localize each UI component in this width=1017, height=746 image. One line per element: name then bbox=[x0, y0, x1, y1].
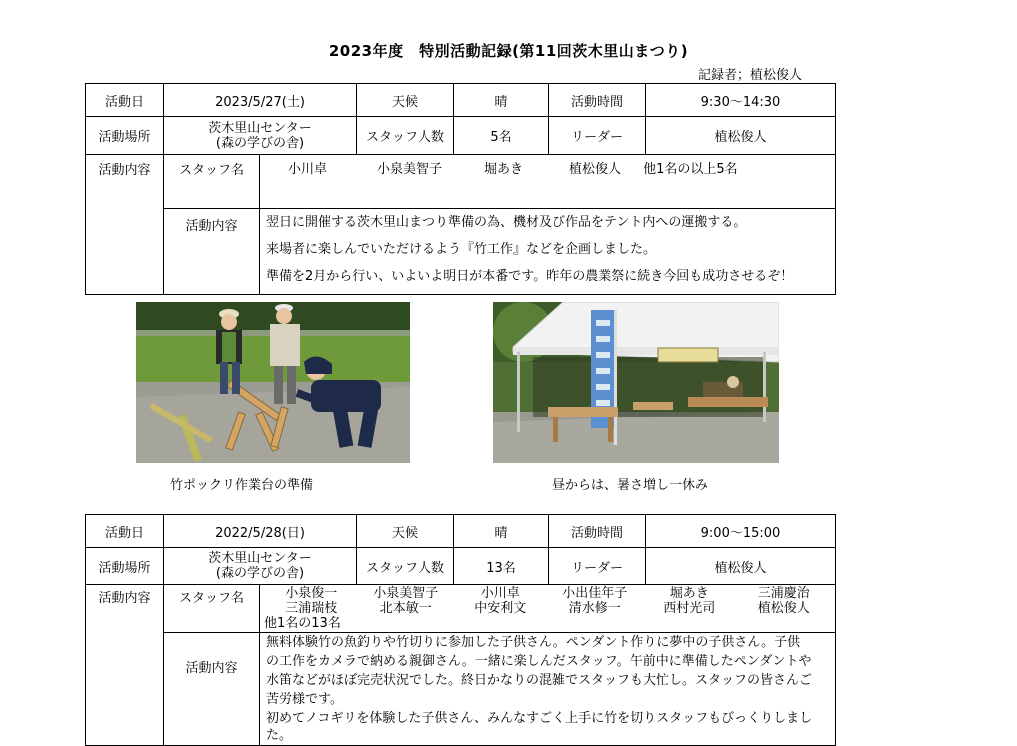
photo-workbench-prep bbox=[136, 302, 410, 463]
date-label: 活動日 bbox=[86, 515, 164, 548]
content-line: 苦労様です。 bbox=[266, 692, 343, 707]
staff-names-label: スタッフ名 bbox=[164, 585, 260, 633]
content-line: 準備を2月から行い、いよいよ明日が本番です。昨年の農業祭に続き今回も成功させるぞ！ bbox=[266, 269, 794, 284]
weather-value: 晴 bbox=[454, 84, 549, 117]
leader-label: リーダー bbox=[549, 117, 646, 155]
weather-value: 晴 bbox=[454, 515, 549, 548]
photo-left-caption: 竹ポックリ作業台の準備 bbox=[170, 478, 314, 493]
time-value: 9:00～15:00 bbox=[646, 515, 836, 548]
record-table-2023 bbox=[85, 83, 836, 295]
staff-name: 清水修一 bbox=[568, 601, 621, 616]
staff-name: 植松俊人 bbox=[569, 162, 622, 177]
staff-names-cell bbox=[260, 155, 836, 209]
page-title: 2023年度 特別活動記録(第11回茨木里山まつり) bbox=[328, 42, 689, 60]
staff-name: 小川卓 bbox=[288, 162, 328, 177]
weather-label: 天候 bbox=[357, 515, 454, 548]
content-line: 無料体験竹の魚釣りや竹切りに参加した子供さん。ペンダント作りに夢中の子供さん。子供 bbox=[266, 635, 801, 650]
staff-count-value: 13名 bbox=[454, 548, 549, 585]
place-value bbox=[164, 117, 357, 155]
leader-label: リーダー bbox=[549, 548, 646, 585]
date-value: 2023/5/27(土) bbox=[164, 84, 357, 117]
content-label: 活動内容 bbox=[86, 585, 164, 746]
place-line1: 茨木里山センター bbox=[208, 120, 312, 136]
staff-names-label: スタッフ名 bbox=[164, 155, 260, 209]
leader-value: 植松俊人 bbox=[646, 117, 836, 155]
staff-name: 堀あき bbox=[484, 162, 524, 177]
staff-name: 三浦慶治 bbox=[757, 586, 810, 601]
staff-count-label: スタッフ人数 bbox=[357, 117, 454, 155]
place-line2: (森の学びの舎) bbox=[215, 135, 305, 151]
staff-name: 小泉俊一 bbox=[285, 586, 338, 601]
staff-name: 西村光司 bbox=[663, 601, 716, 616]
staff-name: 中安利文 bbox=[474, 601, 527, 616]
date-label: 活動日 bbox=[86, 84, 164, 117]
content-sub-label: 活動内容 bbox=[164, 633, 260, 746]
photo-right-caption: 昼からは、暑さ増し一休み bbox=[552, 478, 709, 493]
place-line2: (森の学びの舎) bbox=[215, 566, 305, 581]
staff-name: 三浦瑞枝 bbox=[285, 601, 338, 616]
photo-tent-rest bbox=[493, 302, 779, 463]
staff-name: 植松俊人 bbox=[757, 601, 810, 616]
weather-label: 天候 bbox=[357, 84, 454, 117]
staff-name: 小出佳年子 bbox=[562, 586, 628, 601]
staff-extra: 他1名の13名 bbox=[264, 616, 341, 631]
staff-name: 小泉美智子 bbox=[373, 586, 439, 601]
content-line: の工作をカメラで納める親御さん。一緒に楽しんだスタッフ。午前中に準備したペンダントや bbox=[266, 654, 812, 669]
content-body bbox=[260, 209, 836, 295]
staff-name: 他1名の以上5名 bbox=[643, 162, 738, 177]
content-sub-label: 活動内容 bbox=[164, 209, 260, 295]
place-label: 活動場所 bbox=[86, 117, 164, 155]
place-value bbox=[164, 548, 357, 585]
staff-count-label: スタッフ人数 bbox=[357, 548, 454, 585]
staff-name: 小川卓 bbox=[480, 586, 520, 601]
content-line: 翌日に開催する茨木里山まつり準備の為、機材及び作品をテント内への運搬する。 bbox=[266, 215, 747, 230]
staff-name: 堀あき bbox=[669, 586, 709, 601]
time-label: 活動時間 bbox=[549, 84, 646, 117]
place-label: 活動場所 bbox=[86, 548, 164, 585]
staff-name: 小泉美智子 bbox=[377, 162, 443, 177]
content-body bbox=[260, 633, 836, 746]
recorder-label: 記録者；植松俊人 bbox=[697, 68, 802, 83]
place-line1: 茨木里山センター bbox=[208, 551, 312, 566]
content-line: 水笛などがほぼ完売状況でした。終日かなりの混雑でスタッフも大忙し。スタッフの皆さんご bbox=[266, 673, 813, 688]
content-line: 来場者に楽しんでいただけるよう『竹工作』などを企画しました。 bbox=[266, 242, 657, 257]
staff-count-value: 5名 bbox=[454, 117, 549, 155]
record-table-2022 bbox=[85, 514, 836, 746]
content-line: 初めてノコギリを体験した子供さん、みんなすごく上手に竹を切りスタッフもびっくりしました。 bbox=[266, 711, 813, 743]
time-value: 9:30～14:30 bbox=[646, 84, 836, 117]
time-label: 活動時間 bbox=[549, 515, 646, 548]
date-value: 2022/5/28(日) bbox=[164, 515, 357, 548]
staff-name: 北本敏一 bbox=[379, 601, 432, 616]
staff-names-cell bbox=[260, 585, 836, 633]
leader-value: 植松俊人 bbox=[646, 548, 836, 585]
content-label: 活動内容 bbox=[86, 155, 164, 295]
